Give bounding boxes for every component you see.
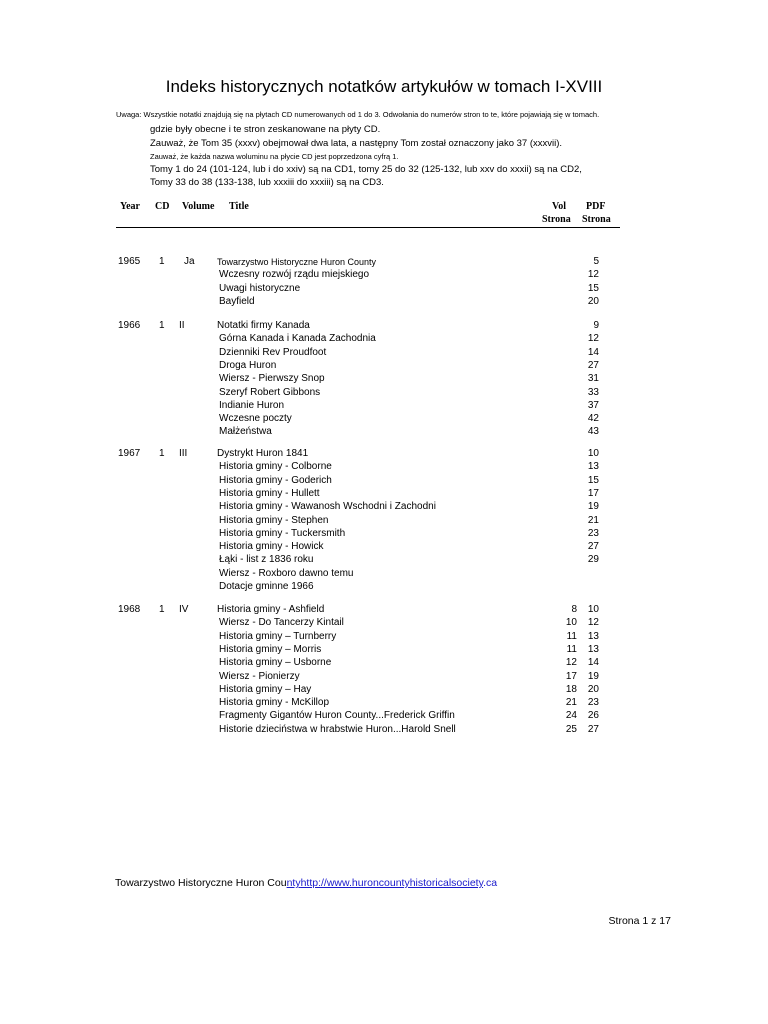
entry-pdf-page: 27 [587, 541, 599, 553]
entry-title: Notatki firmy Kanada [217, 320, 310, 331]
note-line-4: Zauważ, że każda nazwa woluminu na płycie CD jest poprzedzona cyfrą 1. [150, 152, 399, 161]
entry-pdf-page: 33 [587, 386, 599, 398]
entry-title: Historia gminy - Colborne [219, 461, 332, 473]
entry-pdf-page: 9 [593, 320, 599, 331]
entry-title: Wiersz - Do Tancerzy Kintail [219, 617, 344, 629]
group-year: 1965 [118, 256, 141, 267]
entry-title: Wczesny rozwój rządu miejskiego [219, 269, 370, 281]
entry-title: Górna Kanada i Kanada Zachodnia [219, 333, 376, 345]
entry-title: Bayfield [219, 295, 255, 307]
entry-pdf-page: 13 [587, 630, 599, 642]
note-line-1: Uwaga: Wszystkie notatki znajdują się na płytach CD numerowanych od 1 do 3. Odwołania do numerów stron to te, które pojawiają się w tomach. [116, 110, 600, 119]
entry-pdf-page: 27 [587, 723, 599, 735]
entry-vol-page: 11 [566, 630, 577, 642]
footer-url-tail: .ca [483, 877, 498, 889]
entry-title: Historia gminy - McKillop [219, 697, 330, 709]
note-line-3: Zauważ, że Tom 35 (xxxv) obejmował dwa lata, a następny Tom został oznaczony jako 37 (xxxvii). [150, 138, 563, 149]
entry-title: Historia gminy – Morris [219, 643, 322, 655]
entry-title: Historia gminy - Goderich [219, 474, 332, 486]
header-pdf-strona: Strona [582, 214, 611, 225]
entry-pdf-page: 5 [593, 256, 599, 267]
entry-title: Wczesne poczty [219, 413, 292, 425]
footer-url: http://www.huroncountyhistoricalsociety [300, 877, 484, 889]
group-year: 1968 [118, 604, 141, 615]
page-number: Strona 1 z 17 [608, 915, 671, 927]
group-cd: 1 [159, 448, 165, 459]
entry-pdf-page: 23 [587, 697, 599, 709]
entry-vol-page: 24 [565, 710, 577, 722]
header-title: Title [229, 201, 249, 212]
entry-title: Historia gminy - Ashfield [217, 604, 325, 615]
entry-title: Historia gminy - Wawanosh Wschodni i Zachodni [219, 501, 436, 513]
entry-title: Historia gminy - Howick [219, 541, 324, 553]
entry-vol-page: 10 [565, 617, 577, 629]
header-rule [116, 227, 620, 228]
entry-pdf-page: 10 [587, 448, 599, 459]
header-pdf: PDF [586, 201, 606, 212]
entry-title: Wiersz - Roxboro dawno temu [219, 567, 354, 579]
entry-pdf-page: 15 [587, 474, 599, 486]
entry-title: Łąki - list z 1836 roku [219, 554, 314, 566]
entry-pdf-page: 13 [587, 461, 599, 473]
group-volume: II [179, 320, 185, 331]
entry-title: Historia gminy – Turnberry [219, 630, 337, 642]
entry-vol-page: 18 [565, 683, 577, 695]
entry-title: Historia gminy - Stephen [219, 514, 329, 526]
entry-pdf-page: 12 [587, 617, 599, 629]
group-cd: 1 [159, 320, 165, 331]
entry-pdf-page: 12 [587, 269, 599, 281]
entry-pdf-page: 27 [587, 359, 599, 371]
entry-vol-page: 21 [565, 697, 577, 709]
header-vol: Vol [552, 201, 567, 212]
entry-title: Historie dzieciństwa w hrabstwie Huron...Harold Snell [219, 723, 456, 735]
entry-title: Szeryf Robert Gibbons [219, 386, 321, 398]
group-volume: III [179, 448, 188, 459]
entry-pdf-page: 12 [587, 333, 599, 345]
entry-vol-page: 8 [571, 604, 577, 615]
header-volume: Volume [182, 201, 215, 212]
entry-pdf-page: 13 [587, 643, 599, 655]
entry-pdf-page: 31 [587, 373, 599, 385]
entry-vol-page: 25 [565, 723, 577, 735]
entry-title: Dotacje gminne 1966 [219, 581, 314, 592]
group-cd: 1 [159, 604, 165, 615]
entry-title: Historia gminy - Tuckersmith [219, 527, 346, 539]
group-year: 1966 [118, 320, 141, 331]
entry-title: Wiersz - Pionierzy [219, 670, 300, 682]
entry-title: Historia gminy – Hay [219, 683, 312, 695]
group-year: 1967 [118, 448, 141, 459]
entry-pdf-page: 20 [587, 295, 599, 307]
entry-title: Towarzystwo Historyczne Huron County [217, 257, 377, 267]
entry-title: Historia gminy - Hullett [219, 487, 320, 499]
entry-pdf-page: 19 [587, 670, 599, 682]
entry-pdf-page: 42 [587, 413, 599, 425]
entry-pdf-page: 29 [587, 554, 599, 566]
entry-title: Dystrykt Huron 1841 [217, 448, 309, 459]
entry-pdf-page: 26 [587, 710, 599, 722]
header-year: Year [120, 201, 140, 212]
header-vol-strona: Strona [542, 214, 571, 225]
entry-pdf-page: 15 [587, 282, 599, 294]
entry-pdf-page: 14 [587, 657, 599, 669]
footer-url-link[interactable] [287, 877, 484, 889]
group-volume: IV [179, 604, 189, 615]
entry-title: Indianie Huron [219, 399, 285, 411]
footer-url-overlap: nty [286, 877, 301, 889]
entry-title: Wiersz - Pierwszy Snop [219, 373, 325, 385]
entry-title: Fragmenty Gigantów Huron County...Frederick Griffin [219, 710, 455, 722]
entry-title: Uwagi historyczne [219, 282, 301, 294]
entry-pdf-page: 17 [587, 487, 599, 499]
entry-title: Dzienniki Rev Proudfoot [219, 346, 327, 358]
entry-pdf-page: 43 [587, 426, 599, 438]
entry-pdf-page: 10 [587, 604, 599, 615]
note-line-5: Tomy 1 do 24 (101-124, lub i do xxiv) są na CD1, tomy 25 do 32 (125-132, lub xxv do xxxii) są na CD2, [150, 164, 582, 175]
entry-pdf-page: 23 [587, 527, 599, 539]
entry-pdf-page: 14 [587, 346, 599, 358]
note-line-2: gdzie były obecne i te stron zeskanowane na płyty CD. [150, 124, 381, 135]
entry-pdf-page: 21 [587, 514, 599, 526]
entry-pdf-page: 20 [587, 683, 599, 695]
entry-pdf-page: 19 [587, 501, 599, 513]
header-cd: CD [155, 201, 170, 212]
group-volume: Ja [184, 256, 195, 267]
entry-title: Droga Huron [219, 359, 277, 371]
entry-vol-page: 11 [566, 643, 577, 655]
group-cd: 1 [159, 256, 165, 267]
note-line-6: Tomy 33 do 38 (133-138, lub xxxiii do xxxiii) są na CD3. [150, 177, 384, 188]
footer-org-text: Towarzystwo Historyczne Huron Cou [115, 877, 287, 889]
entry-vol-page: 17 [565, 670, 577, 682]
page-title: Indeks historycznych notatków artykułów w tomach I-XVIII [165, 77, 603, 96]
footer-organization [115, 877, 497, 889]
entry-vol-page: 12 [565, 657, 577, 669]
entry-pdf-page: 37 [587, 399, 599, 411]
entry-title: Historia gminy – Usborne [219, 657, 332, 669]
entry-title: Małżeństwa [219, 426, 272, 438]
